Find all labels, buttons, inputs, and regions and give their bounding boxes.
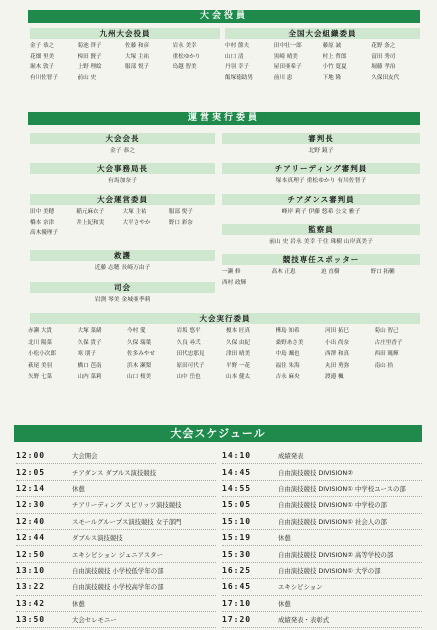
person-name: 榎本 匠真 — [226, 328, 251, 334]
schedule-row — [222, 464, 422, 480]
schedule-time: 14:45 — [222, 467, 252, 477]
schedule-event: エキシビション ジュニアスター — [72, 550, 163, 559]
schedule-event: 成績発表・表彰式 — [278, 616, 330, 625]
person-name: 服部 悦子 — [125, 64, 150, 70]
schedule-row — [222, 579, 422, 595]
person-name: 菊山 智己 — [374, 328, 399, 334]
person-name — [375, 372, 425, 384]
schedule-time: 15:19 — [222, 533, 252, 543]
person-name: 菊池 啓子 — [77, 43, 102, 49]
person-name: 佐多みやせ — [127, 351, 155, 357]
schedule-time: 16:45 — [222, 582, 252, 592]
schedule-time: 12:30 — [16, 500, 46, 510]
person-name: 久保 貴子 — [77, 339, 102, 346]
schedule-row — [16, 514, 216, 530]
person-name: 南山 拾 — [374, 362, 394, 369]
schedule-row — [16, 563, 216, 579]
rescue-names: 近藤 志穂 長崎万由子 — [94, 265, 151, 271]
schedule-time: 12:44 — [16, 533, 46, 543]
person-name: 田中 美穂 — [30, 209, 55, 215]
schedule-row — [16, 497, 216, 513]
chair-names: 金子 恭之 — [109, 148, 136, 154]
schedule-row — [222, 612, 422, 628]
person-name: 萩尾 美羽 — [28, 362, 53, 369]
person-name: 花野 条之 — [371, 43, 396, 49]
schedule-row — [16, 448, 216, 464]
person-name: 大平さやか — [122, 219, 151, 226]
schedule-time: 13:50 — [16, 615, 46, 625]
schedule-event: ダブルス演技競技 — [72, 534, 123, 543]
schedule-event: エキシビション — [278, 583, 323, 592]
officers-title: 大会役員 — [28, 10, 420, 23]
schedule-event: 自由演技競技 DIVISION① 中学校ユースの部 — [278, 484, 406, 493]
person-name: 黒崎 晴美 — [273, 53, 298, 60]
schedule-row — [222, 514, 422, 530]
kyushu-names — [30, 41, 220, 83]
person-name: 重松ゆかり — [172, 53, 201, 60]
person-name: 中島 颯也 — [275, 351, 300, 357]
secretary-names: 有馬加奈子 — [108, 178, 137, 184]
person-name: 今村 愛 — [127, 328, 146, 334]
person-name: 上野 理絵 — [77, 64, 102, 70]
person-name: 佐藤 和彦 — [125, 43, 150, 49]
person-name: 田代忠那見 — [176, 351, 205, 357]
person-name: 岩坂 悠平 — [176, 328, 201, 334]
emcee-header: 司会 — [30, 282, 215, 293]
person-name: 服部 悦子 — [168, 209, 193, 215]
schedule-time: 13:22 — [16, 582, 46, 592]
person-name: 高木 正恵 — [271, 269, 296, 275]
person-name — [125, 73, 173, 84]
person-name: 中村 節夫 — [225, 43, 250, 49]
secretary-header: 大会事務局長 — [30, 163, 215, 174]
person-name: 岩永 美幸 — [172, 43, 197, 49]
judge-chair-header: 審判長 — [222, 133, 420, 144]
person-name: 田中壮一郎 — [273, 43, 302, 49]
person-name: 富田 秀司 — [371, 53, 396, 60]
dance-judges-header: チアダンス審判員 — [222, 194, 420, 205]
schedule-row — [16, 596, 216, 612]
person-name: 山本 健太 — [226, 374, 251, 380]
person-name — [123, 228, 169, 239]
person-name — [169, 228, 215, 239]
schedule-event: 自由演技競技 DIVISION① 社会人の部 — [278, 517, 387, 526]
spotter-header: 競技専任スポッター — [222, 254, 420, 265]
schedule-event: 休憩 — [278, 599, 291, 608]
person-name: 河田 拓巳 — [325, 328, 350, 334]
schedule-row — [222, 448, 422, 464]
schedule-event: 成績発表 — [278, 452, 304, 461]
person-name: 桑野あさ美 — [275, 339, 304, 346]
person-name: 山口 清 — [225, 53, 244, 60]
person-name: 小松小次郎 — [28, 351, 56, 357]
schedule-time: 16:25 — [222, 565, 252, 575]
person-name: 平野 一花 — [226, 362, 251, 369]
committee-names — [30, 207, 215, 239]
person-name: 下地 隆 — [322, 74, 342, 81]
person-name: 大塚 主祐 — [122, 209, 147, 215]
person-name: 樺島 知希 — [275, 328, 300, 334]
person-name: 堀木 敦子 — [30, 64, 55, 70]
schedule-event: 自由演技競技 小学校高学年の部 — [72, 583, 164, 592]
person-name: 大塚 主祐 — [125, 53, 150, 60]
kyushu-header: 九州大会役員 — [30, 28, 220, 39]
management-title: 運営実行委員 — [28, 112, 420, 125]
spotter-names — [222, 267, 420, 288]
schedule-time: 13:42 — [16, 598, 46, 608]
cheer-judges-names: 塚本真理子 重松ゆかり 有川佐智子 — [275, 178, 367, 184]
person-name: 前川 恵 — [273, 74, 293, 81]
schedule-time: 12:05 — [16, 467, 46, 477]
person-name: 山口 桜美 — [127, 374, 152, 380]
person-name: 西澤 和真 — [325, 351, 350, 357]
national-header: 全国大会組織委員 — [225, 28, 420, 39]
schedule-event: スモールグループス演技競技 女子部門 — [72, 517, 182, 526]
schedule-row — [16, 546, 216, 562]
emcee-names: 岩渕 琴美 金城亜季莉 — [94, 297, 151, 303]
person-name: 樟田 賢子 — [77, 53, 102, 60]
person-name: 久良 尋弐 — [176, 339, 201, 346]
exec-header: 大会実行委員 — [30, 313, 420, 324]
person-name: 山内 菜莉 — [77, 374, 102, 380]
person-name: 村上 哲郎 — [322, 53, 347, 60]
schedule-time: 12:40 — [16, 516, 46, 526]
person-name: 迫 直樹 — [321, 269, 340, 275]
person-name: 久保田友代 — [371, 74, 400, 81]
schedule-time: 17:10 — [222, 598, 252, 608]
schedule-event: 休憩 — [72, 484, 85, 493]
person-name: 金子 恭之 — [30, 43, 55, 49]
person-name: 井上紀和実 — [76, 219, 105, 226]
person-name: 津田 晴美 — [226, 351, 251, 357]
person-name: 一瀬 修 — [222, 269, 241, 275]
schedule-event: 大会開会 — [72, 452, 98, 461]
person-name: 堀藤 孝治 — [371, 64, 396, 70]
person-name: 鳥越 智美 — [172, 64, 197, 70]
person-name: 矢野 七菜 — [28, 374, 53, 380]
schedule-row — [16, 612, 216, 628]
judge-chair-names: 北野 鏡子 — [308, 148, 334, 154]
schedule-event: 自由演技競技 DIVISION① 大学の部 — [278, 566, 381, 575]
committee-header: 大会運営委員 — [30, 194, 215, 205]
person-name: 前山 史 — [77, 74, 97, 81]
schedule-time: 15:10 — [222, 516, 252, 526]
person-name: 渡邉 楓 — [325, 374, 344, 380]
person-name: 丹羽 幸子 — [225, 64, 250, 70]
schedule-row — [222, 563, 422, 579]
dance-judges-names: 峰岸 莉子 伊藤 悠希 公文 雅子 — [281, 209, 361, 215]
cheer-judges-header: チアリーディング審判員 — [222, 163, 420, 174]
person-name: 小竹 寛夏 — [322, 64, 347, 70]
person-name: 寒 朋子 — [77, 351, 97, 357]
rescue-header: 救護 — [30, 250, 215, 261]
person-name: 有川佐智子 — [30, 74, 58, 81]
schedule-row — [222, 497, 422, 513]
schedule-left-column — [16, 448, 216, 628]
schedule-row — [222, 481, 422, 497]
person-name: 浜木 瀬梨 — [127, 362, 152, 369]
person-name — [371, 278, 421, 289]
schedule-event: 休憩 — [72, 599, 85, 608]
exec-names — [28, 326, 424, 384]
person-name: 花畑 里美 — [30, 53, 55, 60]
person-name: 山中 岳也 — [176, 374, 201, 380]
person-name: 橋本 奈津 — [30, 219, 55, 226]
schedule-time: 12:50 — [16, 549, 46, 559]
schedule-event: 自由演技競技 DIVISION① 中学校の部 — [278, 501, 387, 510]
schedule-event: 大会セレモニー — [72, 616, 117, 625]
schedule-time: 15:05 — [222, 500, 252, 510]
schedule-event: 自由演技競技 DIVISION② — [278, 468, 353, 477]
person-name: 小出 尚奈 — [325, 339, 350, 346]
schedule-row — [222, 530, 422, 546]
person-name: 久保 由紀 — [226, 339, 251, 346]
schedule-time: 12:00 — [16, 451, 46, 461]
schedule-row — [16, 530, 216, 546]
person-name: 丸田 勇弥 — [325, 362, 350, 369]
supervisor-names: 前山 史 岩永 美幸 千住 珠樹 山岸真美子 — [269, 239, 373, 245]
schedule-time: 14:10 — [222, 451, 252, 461]
person-name: 久保 瑞葉 — [127, 339, 152, 346]
person-name: 西村 政輝 — [222, 279, 247, 286]
schedule-event: 自由演技競技 DIVISION② 高等学校の部 — [278, 550, 394, 559]
supervisor-header: 監察員 — [222, 224, 420, 235]
schedule-time: 14:55 — [222, 483, 252, 493]
schedule-row — [16, 579, 216, 595]
person-name: 野口 彩奈 — [168, 219, 193, 226]
person-name: 藤原 誠 — [322, 43, 342, 49]
schedule-event: 自由演技競技 小学校低学年の部 — [72, 566, 164, 575]
person-name: 稲元麻衣子 — [76, 209, 105, 215]
person-name: 橋口 芭南 — [77, 362, 102, 369]
schedule-time: 17:20 — [222, 615, 252, 625]
person-name — [173, 73, 221, 84]
schedule-row — [16, 481, 216, 497]
schedule-event: チアダンス ダブルス演技競技 — [72, 468, 157, 477]
schedule-row — [222, 546, 422, 562]
person-name: 吉永 麻央 — [275, 374, 300, 380]
person-name — [272, 278, 322, 289]
person-name — [76, 228, 122, 239]
schedule-time: 12:14 — [16, 483, 46, 493]
schedule-row — [222, 596, 422, 612]
person-name: 大塚 菜緒 — [77, 328, 102, 334]
person-name: 赤瀬 大貴 — [28, 328, 53, 334]
schedule-title: 大会スケジュール — [14, 425, 422, 442]
schedule-right-column — [222, 448, 422, 628]
person-name: 原田可代子 — [176, 362, 205, 369]
schedule-event: 休憩 — [278, 534, 291, 543]
chair-header: 大会会長 — [30, 133, 215, 144]
person-name: 高木優理子 — [30, 230, 58, 236]
person-name: 屋田亜希子 — [273, 64, 302, 70]
national-names — [225, 41, 420, 83]
person-name — [321, 278, 371, 289]
schedule-time: 15:30 — [222, 549, 252, 559]
person-name: 西田 暁輝 — [374, 351, 399, 357]
schedule-event: チアリーディング スピリッツ演技競技 — [72, 501, 182, 510]
schedule-time: 13:10 — [16, 565, 46, 575]
schedule-row — [16, 464, 216, 480]
person-name: 北川 陽菜 — [28, 339, 53, 346]
person-name: 福住 朱海 — [275, 362, 300, 369]
person-name: 野口 拓輔 — [370, 269, 395, 275]
person-name: 古庄里香子 — [374, 339, 403, 346]
person-name: 飯塚徳助男 — [225, 74, 253, 81]
